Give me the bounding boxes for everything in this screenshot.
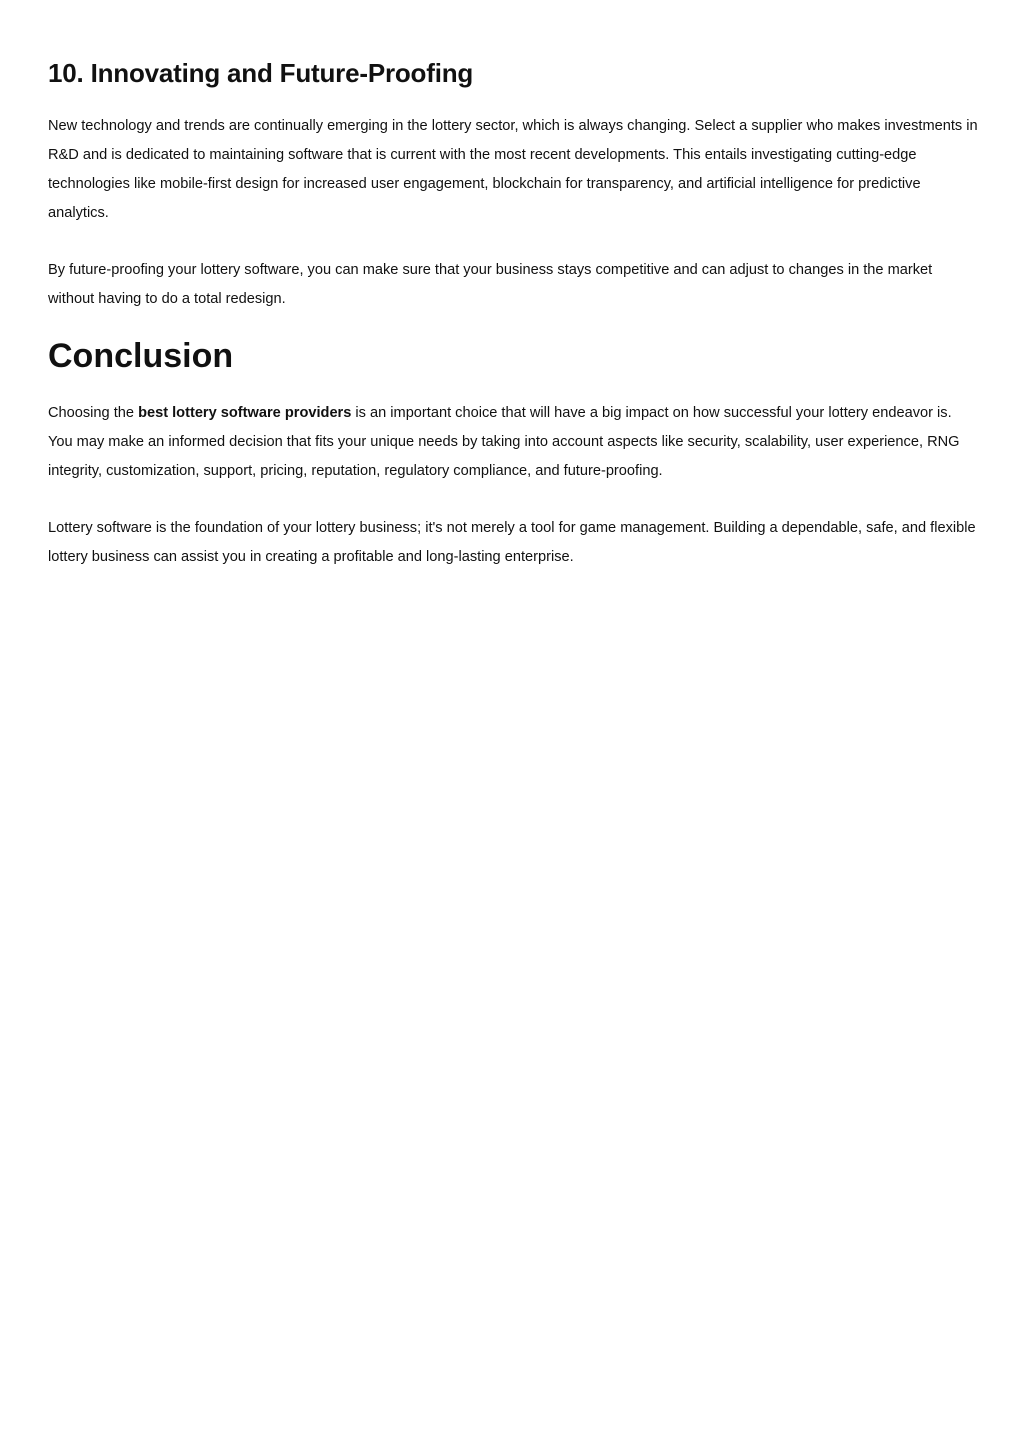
conclusion-heading: Conclusion xyxy=(48,337,234,375)
highlighted-phrase: best lottery software providers xyxy=(138,405,352,421)
conclusion-paragraph-1 xyxy=(48,399,978,486)
conclusion-text-start: Choosing the xyxy=(48,405,139,421)
conclusion-text-end: is an important choice that will have a big impact on how successful your lottery endeavor is. You may make an informed decision that fits your unique needs by taking into account aspects like security, scalability, user experience, RNG integrity, customization, support, pricing, reputation, regulatory compliance, and future-proofing. xyxy=(48,405,960,479)
conclusion-paragraph-2: Lottery software is the foundation of your lottery business; it's not merely a tool for game management. Building a dependable, safe, and flexible lottery business can assist you in creating a profitable and long-lasting enterprise. xyxy=(48,520,976,565)
section-heading: 10. Innovating and Future-Proofing xyxy=(48,58,474,88)
section-paragraph-2: By future-proofing your lottery software, you can make sure that your business stays competitive and can adjust to changes in the market without having to do a total redesign. xyxy=(48,262,933,307)
section-paragraph-1: New technology and trends are continually emerging in the lottery sector, which is always changing. Select a supplier who makes investments in R&D and is dedicated to maintaining software that is current with the most recent developments. This entails investigating cutting-edge technologies like mobile-first design for increased user engagement, blockchain for transparency, and artificial intelligence for predictive analytics. xyxy=(48,118,978,221)
